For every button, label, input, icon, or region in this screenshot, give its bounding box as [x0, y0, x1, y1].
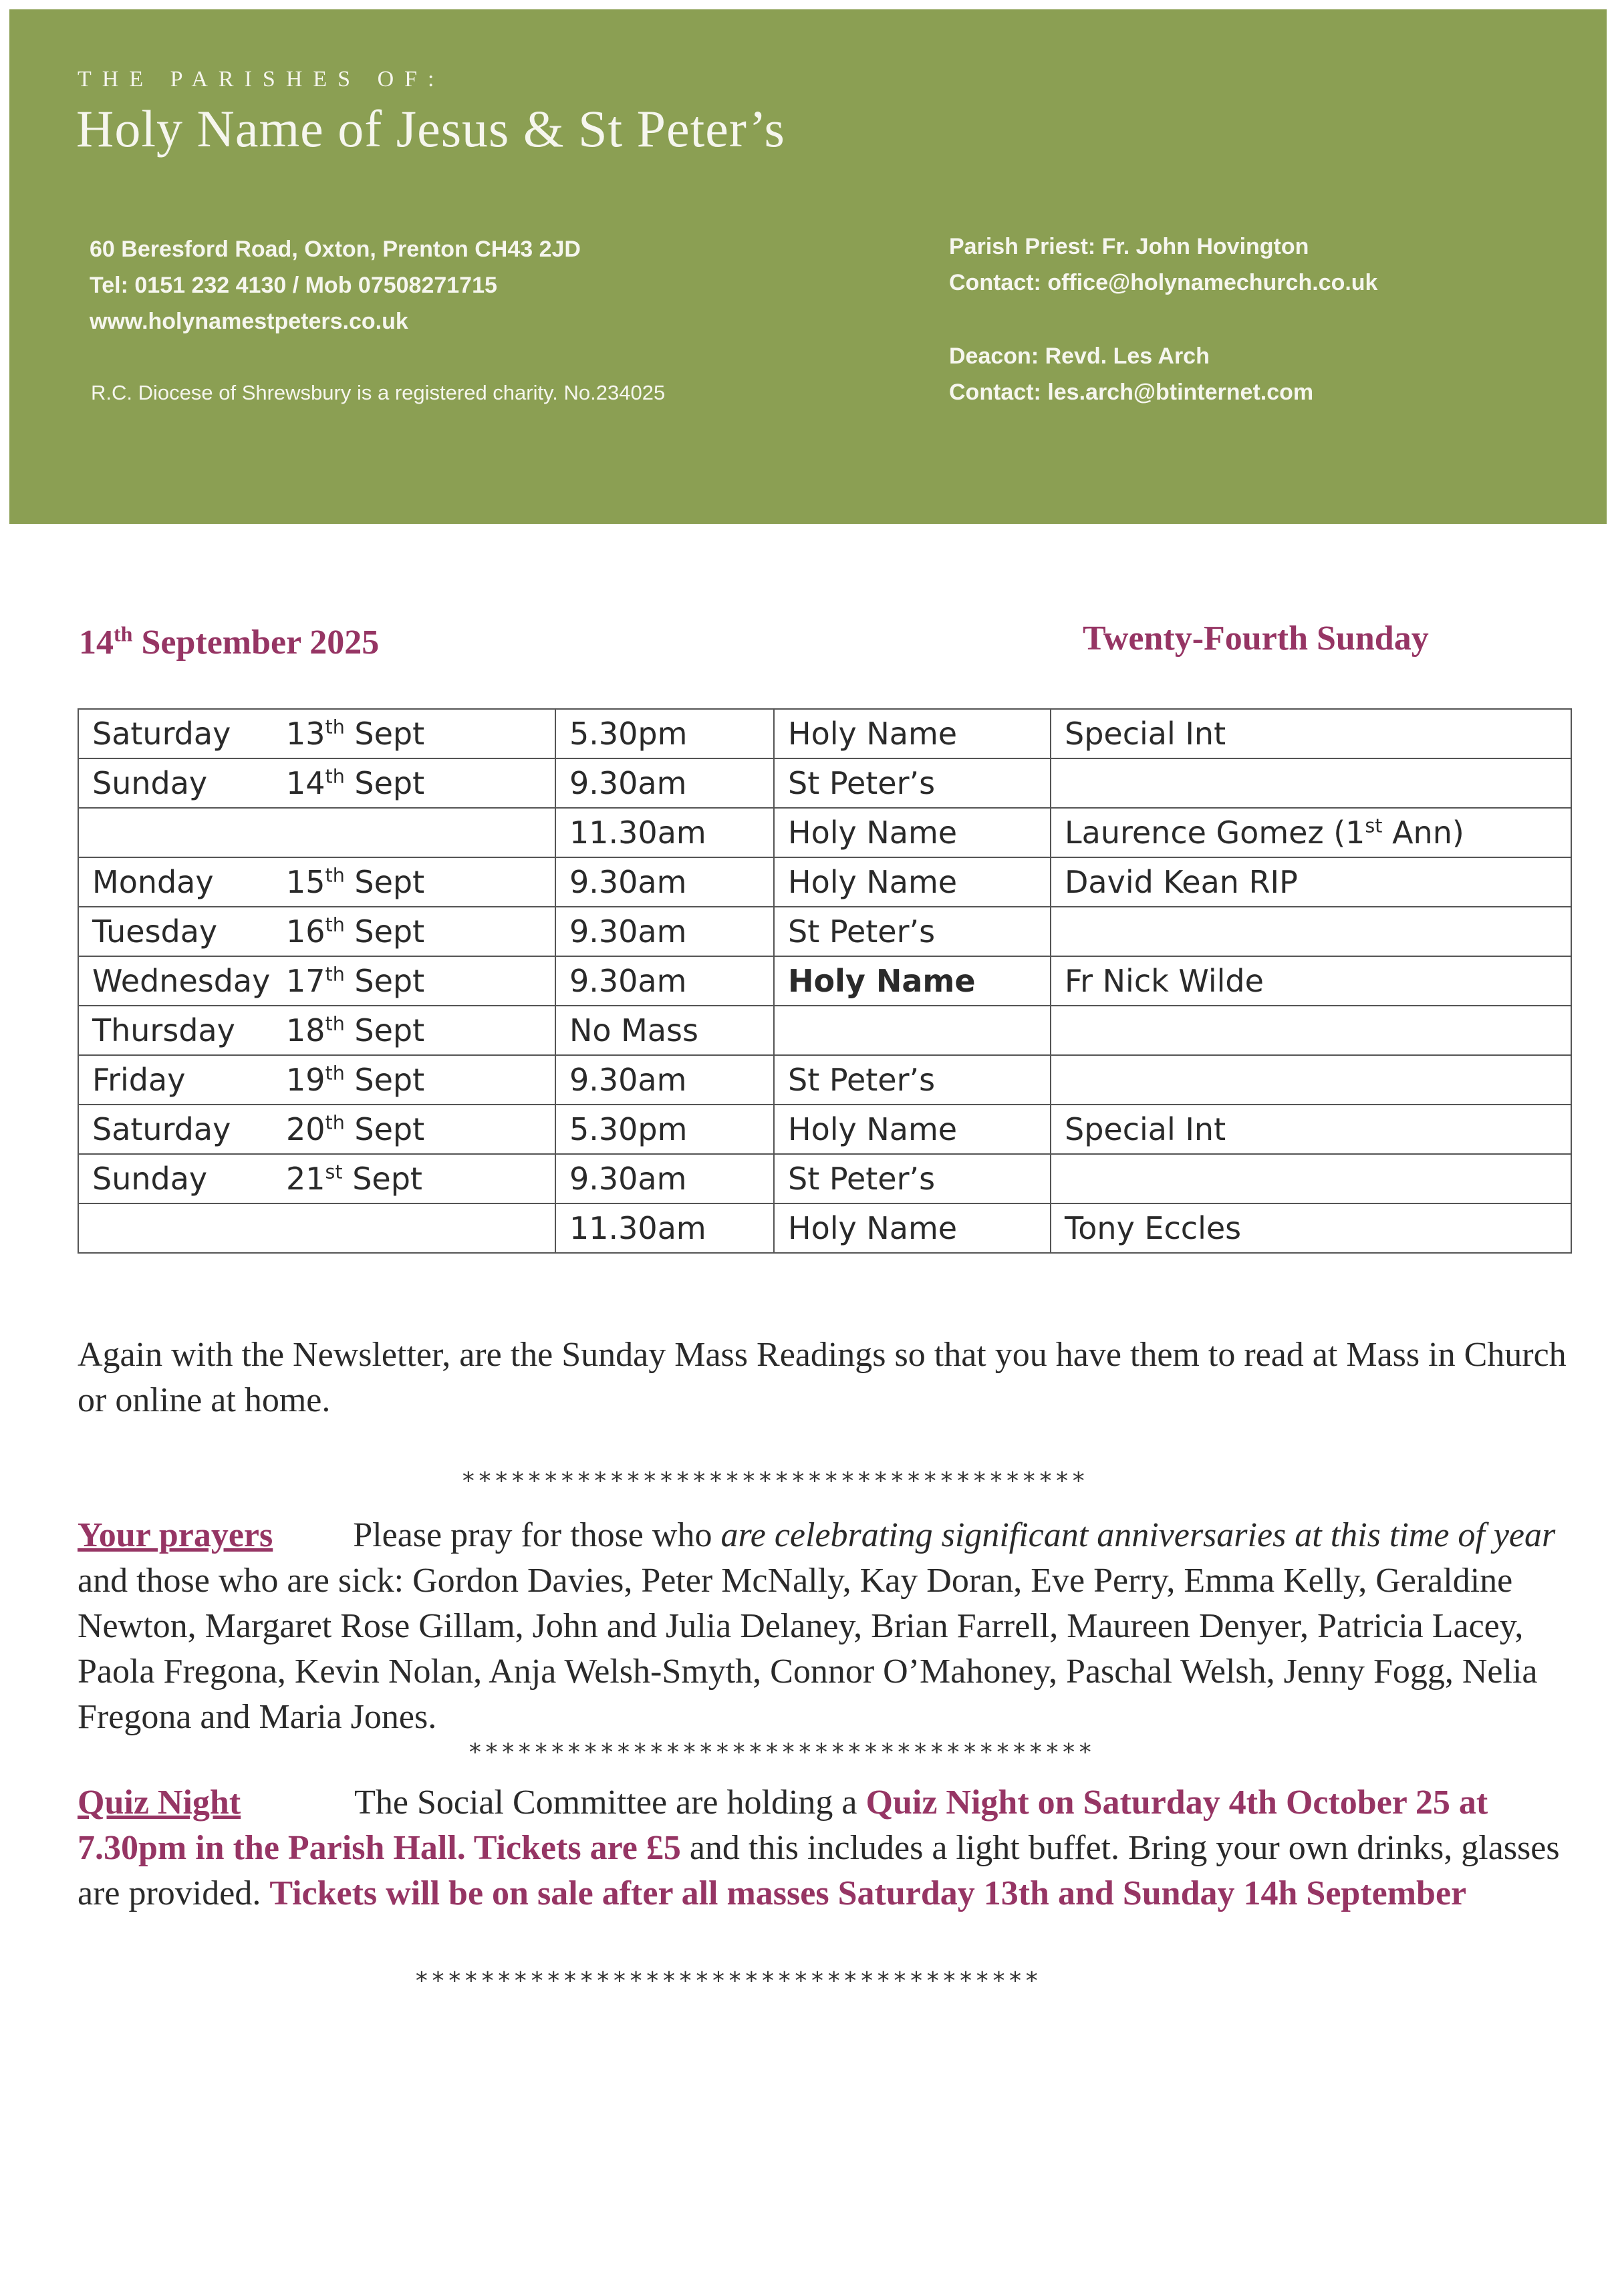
date-number: 19	[286, 1062, 325, 1098]
sunday-title: Twenty-Fourth Sunday	[1083, 619, 1429, 658]
church-cell: Holy Name	[774, 956, 1051, 1006]
intention-cell	[1051, 1006, 1571, 1055]
table-row	[78, 709, 1571, 758]
table-row	[78, 1055, 1571, 1105]
day-date-cell	[78, 956, 555, 1006]
parish-title: Holy Name of Jesus & St Peter’s	[76, 100, 785, 158]
table-row	[78, 1203, 1571, 1253]
time-cell: No Mass	[555, 1006, 774, 1055]
day-date-cell	[78, 1203, 555, 1253]
quiz-heading: Quiz Night	[78, 1783, 241, 1822]
time-cell: 5.30pm	[555, 1105, 774, 1154]
date-number: 15	[286, 864, 325, 900]
table-row	[78, 1105, 1571, 1154]
website-link[interactable]: www.holynamestpeters.co.uk	[90, 309, 408, 334]
date-number: 13	[286, 716, 325, 752]
time-cell: 9.30am	[555, 857, 774, 907]
date-number: 16	[286, 913, 325, 950]
intention-cell: Special Int	[1051, 709, 1571, 758]
time-cell: 9.30am	[555, 907, 774, 956]
church-cell: Holy Name	[774, 1203, 1051, 1253]
table-row	[78, 956, 1571, 1006]
table-row	[78, 907, 1571, 956]
date-suffix: th	[325, 864, 345, 887]
date-suffix: st	[325, 1161, 343, 1183]
time-cell: 9.30am	[555, 956, 774, 1006]
intention-cell: Special Int	[1051, 1105, 1571, 1154]
date-month: Sept	[344, 963, 425, 999]
date-month: Sept	[342, 1161, 422, 1197]
day-date-cell	[78, 1105, 555, 1154]
deacon: Deacon: Revd. Les Arch	[949, 343, 1210, 369]
intention-cell: Laurence Gomez (1st Ann)	[1051, 808, 1571, 857]
church-cell: St Peter’s	[774, 758, 1051, 808]
church-cell	[774, 1006, 1051, 1055]
separator-3: **************************************	[414, 1967, 1041, 1995]
time-cell: 9.30am	[555, 1154, 774, 1203]
day-date-cell	[78, 1006, 555, 1055]
date-suffix: th	[325, 1062, 345, 1085]
parishes-kicker: THE PARISHES OF:	[78, 67, 445, 92]
day-date-cell	[78, 758, 555, 808]
table-row	[78, 808, 1571, 857]
table-row	[78, 1154, 1571, 1203]
contact-block-left	[90, 231, 581, 339]
date-month: Sept	[344, 1062, 425, 1098]
separator-1: **************************************	[461, 1467, 1088, 1495]
time-cell: 9.30am	[555, 758, 774, 808]
day-name: Saturday	[92, 716, 231, 752]
day-date-cell	[78, 907, 555, 956]
newsletter-date: 14th September 2025	[79, 621, 380, 662]
time-cell: 9.30am	[555, 1055, 774, 1105]
time-cell: 11.30am	[555, 808, 774, 857]
date-month: Sept	[344, 1111, 425, 1147]
date-number: 21	[286, 1161, 325, 1197]
day-name: Wednesday	[92, 963, 271, 999]
day-name: Sunday	[92, 765, 208, 801]
mass-schedule-table	[78, 708, 1572, 1254]
date-suffix: th	[325, 913, 345, 936]
intention-cell	[1051, 907, 1571, 956]
date-month: Sept	[344, 716, 425, 752]
priest-email[interactable]: Contact: office@holynamechurch.co.uk	[949, 270, 1378, 295]
prayers-section: Your prayers Please pray for those who are celebrating significant anniversaries at this time of year and those who are sick: Gordon Davies, Peter McNally, Kay Doran, Eve Perry, Emma Kelly, Geraldine Newton, Margaret Rose Gillam, John and Julia Delaney, Brian Farrell, Maureen Denyer, Patricia Lacey, Paola Fregona, Kevin Nolan, Anja Welsh-Smyth, Connor O’Mahoney, Paschal Welsh, Jenny Fogg, Nelia Fregona and Maria Jones.	[78, 1516, 1556, 1736]
date-suffix: th	[325, 765, 345, 788]
day-date-cell	[78, 1154, 555, 1203]
day-name: Sunday	[92, 1161, 208, 1197]
day-name: Thursday	[92, 1012, 235, 1048]
date-number: 17	[286, 963, 325, 999]
prayers-heading: Your prayers	[78, 1516, 273, 1554]
church-cell: Holy Name	[774, 1105, 1051, 1154]
day-name: Friday	[92, 1062, 186, 1098]
day-date-cell	[78, 1055, 555, 1105]
telephone: Tel: 0151 232 4130 / Mob 07508271715	[90, 273, 497, 298]
day-name: Saturday	[92, 1111, 231, 1147]
day-name: Tuesday	[92, 913, 218, 950]
date-suffix: th	[325, 963, 345, 986]
intention-cell: David Kean RIP	[1051, 857, 1571, 907]
charity-note: R.C. Diocese of Shrewsbury is a registered charity. No.234025	[91, 381, 666, 404]
header-banner	[9, 9, 1607, 524]
church-cell: Holy Name	[774, 709, 1051, 758]
table-row	[78, 758, 1571, 808]
table-row	[78, 1006, 1571, 1055]
intention-cell	[1051, 1055, 1571, 1105]
date-month: Sept	[344, 864, 425, 900]
church-cell: St Peter’s	[774, 907, 1051, 956]
date-suffix: th	[325, 716, 345, 738]
day-date-cell	[78, 857, 555, 907]
contact-block-right	[949, 229, 1377, 410]
deacon-email[interactable]: Contact: les.arch@btinternet.com	[949, 380, 1314, 405]
church-cell: St Peter’s	[774, 1055, 1051, 1105]
date-number: 18	[286, 1012, 325, 1048]
day-name: Monday	[92, 864, 214, 900]
date-suffix: th	[325, 1111, 345, 1134]
table-row	[78, 857, 1571, 907]
intention-cell	[1051, 758, 1571, 808]
date-number: 20	[286, 1111, 325, 1147]
day-date-cell	[78, 808, 555, 857]
address: 60 Beresford Road, Oxton, Prenton CH43 2JD	[90, 237, 581, 262]
date-month: Sept	[344, 765, 425, 801]
time-cell: 5.30pm	[555, 709, 774, 758]
date-suffix: th	[325, 1012, 345, 1035]
date-month: Sept	[344, 913, 425, 950]
intention-cell: Fr Nick Wilde	[1051, 956, 1571, 1006]
parish-priest: Parish Priest: Fr. John Hovington	[949, 234, 1309, 259]
date-number: 14	[286, 765, 325, 801]
church-cell: St Peter’s	[774, 1154, 1051, 1203]
day-date-cell	[78, 709, 555, 758]
church-cell: Holy Name	[774, 857, 1051, 907]
intention-cell	[1051, 1154, 1571, 1203]
separator-2: **************************************	[468, 1739, 1095, 1766]
date-month: Sept	[344, 1012, 425, 1048]
church-cell: Holy Name	[774, 808, 1051, 857]
time-cell: 11.30am	[555, 1203, 774, 1253]
quiz-section: Quiz Night The Social Committee are holding a Quiz Night on Saturday 4th October 25 at 7.30pm in the Parish Hall. Tickets are £5 and this includes a light buffet. Bring your own drinks, glasses are provided. Tickets will be on sale after all masses Saturday 13th and Sunday 14h September	[78, 1783, 1560, 1912]
readings-note: Again with the Newsletter, are the Sunday Mass Readings so that you have them to read at Mass in Church or online at home.	[78, 1336, 1567, 1419]
intention-cell: Tony Eccles	[1051, 1203, 1571, 1253]
